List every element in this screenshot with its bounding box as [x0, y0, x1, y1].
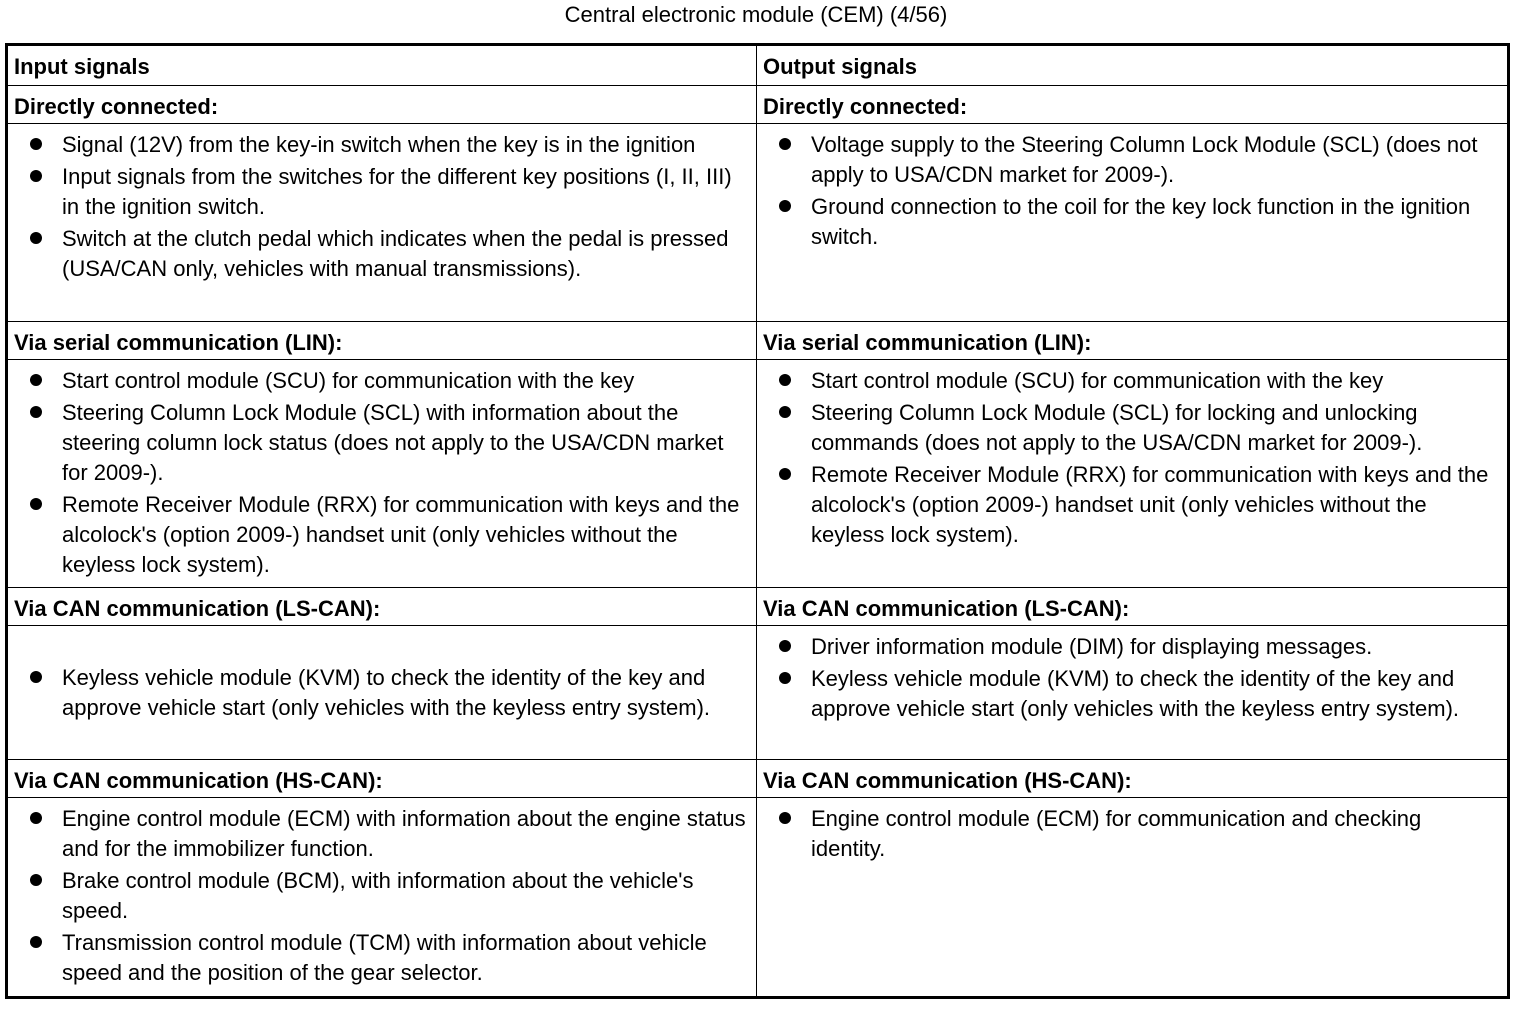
signal-item: [757, 398, 1501, 458]
bullet-icon: [779, 138, 791, 150]
signal-item-text: Voltage supply to the Steering Column Lock Module (SCL) (does not apply to USA/CDN market for 2009-).: [811, 132, 1478, 187]
bullet-icon: [30, 406, 42, 418]
output-section-label: Via CAN communication (LS-CAN):: [757, 588, 1509, 626]
section-header-row: [7, 588, 1509, 626]
signal-item-text: Engine control module (ECM) with information about the engine status and for the immobilizer function.: [62, 806, 746, 861]
signal-item: [8, 366, 750, 396]
output-section-label: Via CAN communication (HS-CAN):: [757, 760, 1509, 798]
output-signal-list: [757, 798, 1507, 870]
section-header-row: [7, 322, 1509, 360]
bullet-icon: [30, 874, 42, 886]
bullet-icon: [30, 138, 42, 150]
output-signal-list: [757, 626, 1507, 730]
signal-item: [8, 663, 750, 723]
signal-item-text: Driver information module (DIM) for displaying messages.: [811, 634, 1373, 659]
input-signal-cell: [7, 124, 757, 322]
signal-item: [8, 130, 750, 160]
output-signal-list: [757, 124, 1507, 258]
input-section-label: Via CAN communication (HS-CAN):: [7, 760, 757, 798]
header-row: [7, 45, 1509, 86]
output-section-label: Via serial communication (LIN):: [757, 322, 1509, 360]
section-content-row: [7, 360, 1509, 588]
output-section-label: Directly connected:: [757, 86, 1509, 124]
section-header-row: [7, 760, 1509, 798]
input-signal-list: [8, 798, 756, 994]
signal-item-text: Signal (12V) from the key-in switch when the key is in the ignition: [62, 132, 696, 157]
input-signal-cell: [7, 626, 757, 760]
signal-item-text: Start control module (SCU) for communication with the key: [62, 368, 635, 393]
output-signal-cell: [757, 360, 1509, 588]
bullet-icon: [779, 468, 791, 480]
input-section-label: Via CAN communication (LS-CAN):: [7, 588, 757, 626]
signal-item-text: Engine control module (ECM) for communication and checking identity.: [811, 806, 1422, 861]
bullet-icon: [779, 640, 791, 652]
signal-item: [8, 398, 750, 488]
section-content-row: [7, 124, 1509, 322]
section-content-row: [7, 798, 1509, 998]
bullet-icon: [779, 200, 791, 212]
bullet-icon: [30, 498, 42, 510]
bullet-icon: [779, 374, 791, 386]
output-signal-cell: [757, 124, 1509, 322]
input-section-label: Directly connected:: [7, 86, 757, 124]
signal-item-text: Remote Receiver Module (RRX) for communication with keys and the alcolock's (option 2009-) handset unit (only vehicles without the keyless lock system).: [62, 492, 740, 577]
signal-item: [8, 866, 750, 926]
signal-item-text: Remote Receiver Module (RRX) for communication with keys and the alcolock's (option 2009-) handset unit (only vehicles without the keyless lock system).: [811, 462, 1489, 547]
signal-item: [757, 632, 1501, 662]
signal-item: [8, 162, 750, 222]
signal-item: [757, 664, 1501, 724]
bullet-icon: [30, 232, 42, 244]
bullet-icon: [30, 374, 42, 386]
signal-item-text: Transmission control module (TCM) with information about vehicle speed and the position of the gear selector.: [62, 930, 707, 985]
input-signal-cell: [7, 360, 757, 588]
bullet-icon: [30, 170, 42, 182]
signal-item: [8, 928, 750, 988]
signal-item-text: Steering Column Lock Module (SCL) with information about the steering column lock status (does not apply to the USA/CDN market for 2009-).: [62, 400, 724, 485]
signal-item-text: Ground connection to the coil for the key lock function in the ignition switch.: [811, 194, 1471, 249]
bullet-icon: [30, 812, 42, 824]
signal-item-text: Input signals from the switches for the different key positions (I, II, III) in the ignition switch.: [62, 164, 732, 219]
signal-item-text: Keyless vehicle module (KVM) to check the identity of the key and approve vehicle start (only vehicles with the keyless entry system).: [811, 666, 1460, 721]
signal-item: [8, 224, 750, 284]
signal-item: [8, 490, 750, 580]
signal-item: [757, 460, 1501, 550]
input-signal-list: [8, 657, 756, 729]
output-signals-header: Output signals: [757, 45, 1509, 86]
section-content-row: [7, 626, 1509, 760]
signal-item: [757, 366, 1501, 396]
signal-item-text: Start control module (SCU) for communication with the key: [811, 368, 1384, 393]
bullet-icon: [30, 671, 42, 683]
signal-item-text: Switch at the clutch pedal which indicates when the pedal is pressed (USA/CAN only, vehicles with manual transmissions).: [62, 226, 729, 281]
signal-item-text: Brake control module (BCM), with information about the vehicle's speed.: [62, 868, 694, 923]
signal-item: [757, 130, 1501, 190]
output-signal-list: [757, 360, 1507, 556]
bullet-icon: [779, 812, 791, 824]
section-header-row: [7, 86, 1509, 124]
bullet-icon: [779, 406, 791, 418]
page-title: Central electronic module (CEM) (4/56): [564, 2, 948, 27]
input-signal-list: [8, 360, 756, 586]
signals-table: [5, 43, 1510, 999]
bullet-icon: [779, 672, 791, 684]
signal-item: [8, 804, 750, 864]
signal-item-text: Keyless vehicle module (KVM) to check the identity of the key and approve vehicle start (only vehicles with the keyless entry system).: [62, 664, 711, 720]
output-signal-cell: [757, 626, 1509, 760]
output-signal-cell: [757, 798, 1509, 998]
signal-item: [757, 804, 1501, 864]
signal-item-text: Steering Column Lock Module (SCL) for locking and unlocking commands (does not apply to the USA/CDN market for 2009-).: [811, 400, 1423, 455]
input-signal-list: [8, 124, 756, 290]
bullet-icon: [30, 936, 42, 948]
input-signal-cell: [7, 798, 757, 998]
input-section-label: Via serial communication (LIN):: [7, 322, 757, 360]
signal-item: [757, 192, 1501, 252]
input-signals-header: Input signals: [7, 45, 757, 86]
